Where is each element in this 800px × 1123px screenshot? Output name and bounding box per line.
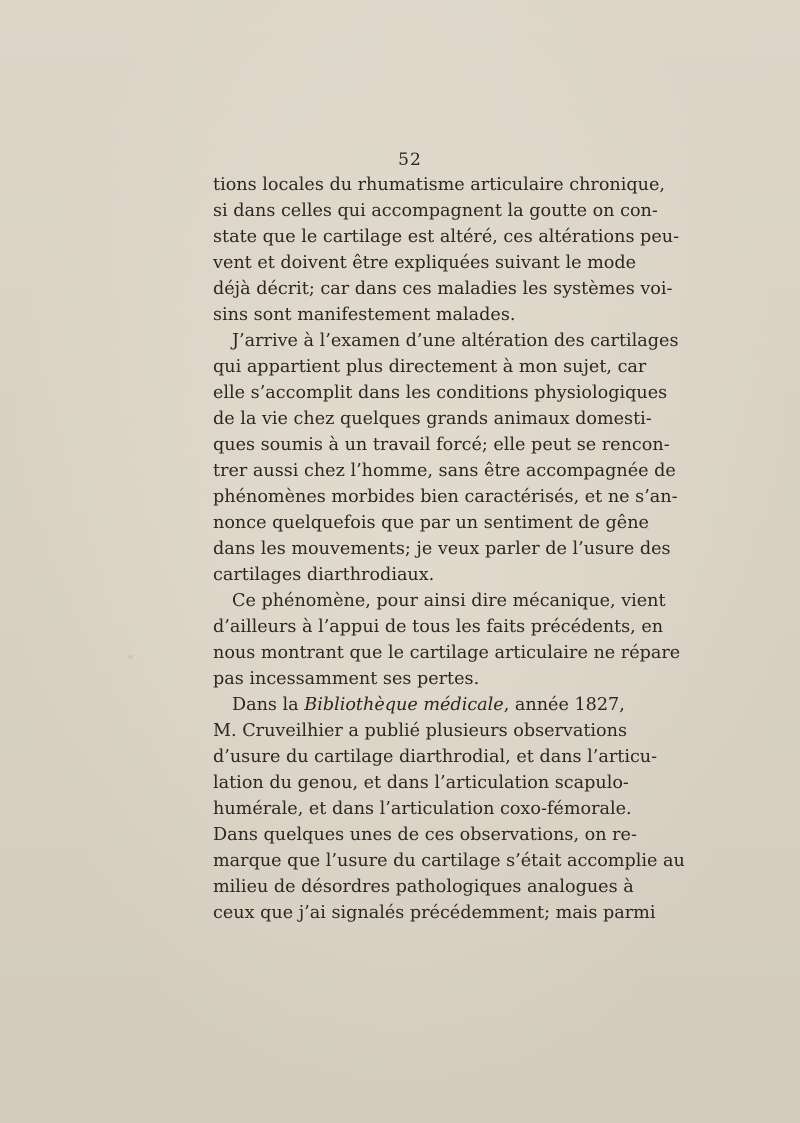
text-line: nonce quelquefois que par un sentiment de gêne [213,513,649,533]
text-line [213,692,625,718]
text-line: cartilages diarthrodiaux. [213,565,435,585]
text-line: M. Cruveilhier a publié plusieurs observations [213,721,628,741]
text-line: qui appartient plus directement à mon sujet, car [213,357,647,377]
text-line: phénomènes morbides bien caractérisés, et ne s’an- [213,487,678,507]
text-line: si dans celles qui accompagnent la goutte on con- [213,201,658,221]
text-line: lation du genou, et dans l’articulation scapulo- [213,773,629,793]
text-line: Dans quelques unes de ces observations, on re- [213,825,637,845]
text-line: pas incessamment ses pertes. [213,669,480,689]
text-line: marque que l’usure du cartilage s’était accomplie au [213,851,685,871]
text-line: trer aussi chez l’homme, sans être accompagnée de [213,461,676,481]
text-line: dans les mouvements; je veux parler de l’usure des [213,539,671,559]
text-line: state que le cartilage est altéré, ces altérations peu- [213,227,680,247]
text-line: Ce phénomène, pour ainsi dire mécanique, vient [232,591,666,611]
text-line: tions locales du rhumatisme articulaire chronique, [213,175,665,195]
text-run: Dans la [232,695,305,715]
text-run: , année 1827, [503,695,625,715]
text-line: ceux que j’ai signalés précédemment; mais parmi [213,903,656,923]
text-line: milieu de désordres pathologiques analogues à [213,877,634,897]
text-line: humérale, et dans l’articulation coxo-fémorale. [213,799,632,819]
text-line: d’ailleurs à l’appui de tous les faits précédents, en [213,617,664,637]
text-line: elle s’accomplit dans les conditions physiologiques [213,383,668,403]
body-text [213,172,685,926]
text-line: J’arrive à l’examen d’une altération des cartilages [232,331,679,351]
book-title: Bibliothèque médicale [304,695,504,715]
text-line: vent et doivent être expliquées suivant le mode [213,253,637,273]
text-line: nous montrant que le cartilage articulaire ne répare [213,643,681,663]
text-line: ques soumis à un travail forcé; elle peut se rencon- [213,435,670,455]
text-line: déjà décrit; car dans ces maladies les systèmes voi- [213,279,673,299]
text-line: sins sont manifestement malades. [213,305,516,325]
text-line: de la vie chez quelques grands animaux domesti- [213,409,652,429]
text-line: d’usure du cartilage diarthrodial, et dans l’articu- [213,747,658,767]
page-number: 52 [398,150,422,170]
paper-stain [128,655,133,659]
